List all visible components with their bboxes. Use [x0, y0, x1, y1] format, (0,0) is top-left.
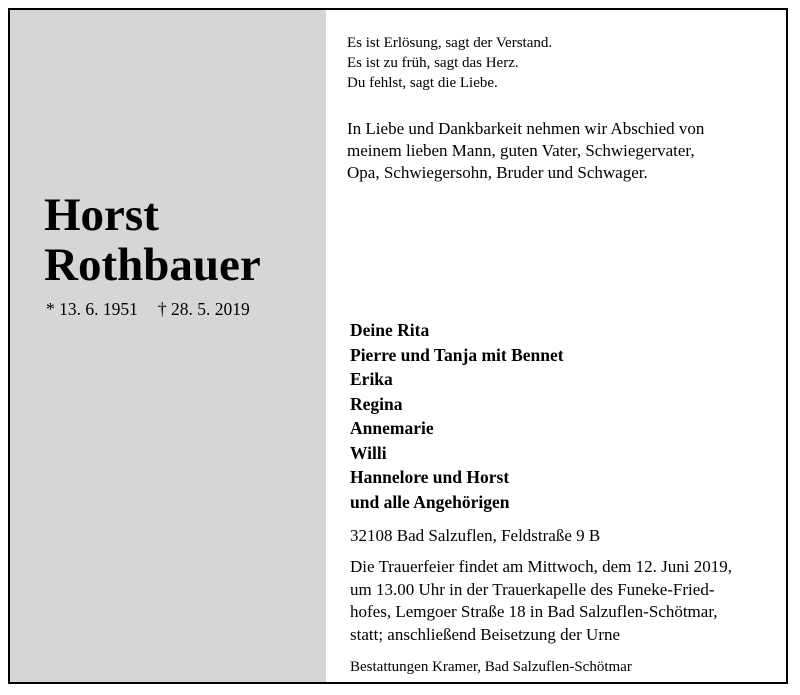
- undertaker: Bestattungen Kramer, Bad Salzuflen-Schötmar: [350, 659, 632, 675]
- farewell-line: Opa, Schwiegersohn, Bruder und Schwager.: [347, 163, 648, 182]
- mourner: Erika: [350, 369, 393, 389]
- mourner: Pierre und Tanja mit Bennet: [350, 344, 564, 365]
- service-line: statt; anschließend Beisetzung der Urne: [350, 624, 621, 644]
- name-panel: [10, 10, 326, 682]
- motto-line: Du fehlst, sagt die Liebe.: [347, 75, 498, 91]
- mourner: Willi: [350, 442, 387, 463]
- farewell-line: meinem lieben Mann, guten Vater, Schwiegervater,: [347, 141, 695, 160]
- service-info: [350, 556, 732, 646]
- motto: [347, 33, 552, 93]
- farewell-text: [347, 118, 704, 184]
- mourners-list: [350, 318, 564, 514]
- mourner: Annemarie: [350, 418, 434, 438]
- first-name: Horst: [44, 189, 159, 241]
- service-line: hofes, Lemgoer Straße 18 in Bad Salzuflen-Schötmar,: [350, 602, 718, 621]
- death-date: † 28. 5. 2019: [157, 299, 250, 319]
- last-name: Rothbauer: [44, 239, 261, 291]
- mourner: Deine Rita: [350, 320, 430, 340]
- farewell-line: In Liebe und Dankbarkeit nehmen wir Abschied von: [347, 119, 705, 138]
- deceased-name: [44, 190, 261, 290]
- life-dates: [46, 299, 250, 320]
- service-line: um 13.00 Uhr in der Trauerkapelle des Funeke-Fried-: [350, 579, 715, 599]
- motto-line: Es ist Erlösung, sagt der Verstand.: [347, 35, 553, 51]
- birth-date: * 13. 6. 1951: [46, 299, 138, 319]
- mourner: Regina: [350, 393, 403, 414]
- mourner: und alle Angehörigen: [350, 491, 510, 512]
- service-line: Die Trauerfeier findet am Mittwoch, dem 12. Juni 2019,: [350, 557, 732, 576]
- motto-line: Es ist zu früh, sagt das Herz.: [347, 55, 519, 71]
- family-address: 32108 Bad Salzuflen, Feldstraße 9 B: [350, 526, 601, 545]
- mourner: Hannelore und Horst: [350, 467, 510, 487]
- obituary-frame: [8, 8, 788, 684]
